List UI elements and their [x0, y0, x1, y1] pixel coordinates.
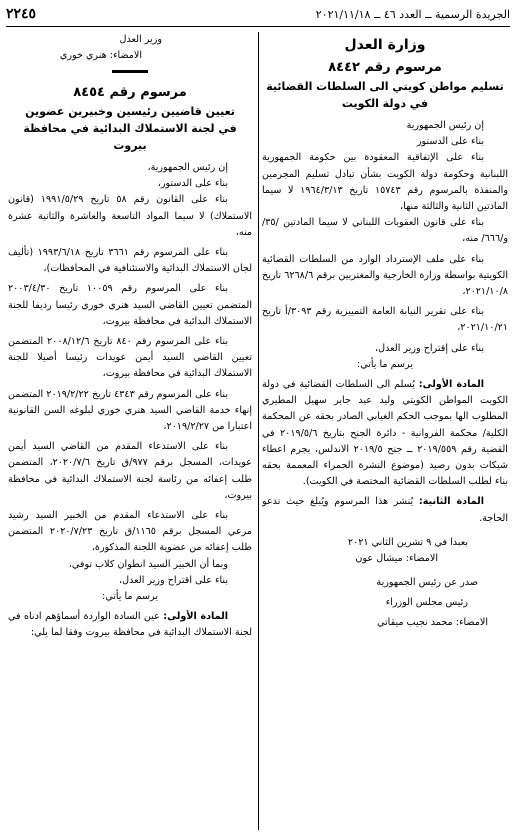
- signature-pm-name: الامضاء: محمد نجيب ميقاتي: [377, 616, 488, 628]
- paragraph: بناء على الدستور،: [157, 178, 228, 190]
- paragraph: بناء على المرسوم رقم ٤٣٤٣ تاريخ ٢٠١٩/٢/٢٢ المتضمن إنهاء خدمة القاضي السيد هنري خوري لبلوغه السن القانونية اعتبارا من ٢٠١٩/٢/٢٧،: [8, 388, 252, 433]
- ministry-heading: وزارة العدل: [344, 37, 426, 53]
- page-number: ٢٢٤٥: [6, 6, 37, 22]
- paragraph: بناء على الدستور: [416, 136, 484, 148]
- paragraph: يرسم ما يأتي:: [101, 591, 159, 603]
- signature-issued: صدر عن رئيس الجمهورية: [376, 576, 478, 588]
- separator-bar: [112, 70, 148, 73]
- decree-number: مرسوم رقم ٨٤٤٢: [328, 60, 442, 75]
- paragraph: بناء على المرسوم رقم ١٠٠٥٩ تاريخ ٢٠٠٣/٤/٣٠ المتضمن تعيين القاضي السيد هنري خوري رئيسا رديفا للجنة الاستملاك البدائية في محافظة بيروت،: [8, 283, 252, 327]
- article-2: [262, 494, 508, 526]
- article-text: يُنشر هذا المرسوم ويُبلغ حيث تدعو الحاجة.: [262, 496, 508, 524]
- paragraph: يرسم ما يأتي:: [356, 358, 414, 370]
- article-1: [8, 609, 252, 641]
- paragraph: بناء على الاستدعاء المقدم من الخبير السيد رشيد مرعي المسجل برقم ١١٦٥/ق تاريخ ٢٠٢٠/٧/٢٣ المتضمن طلب إعفائه من عضوية اللجنة المذكورة،: [8, 510, 252, 554]
- decree-title: تسليم مواطن كويتي الى السلطات القضائية: [266, 80, 504, 93]
- left-column: [8, 32, 252, 834]
- signature-pm-role: رئيس مجلس الوزراء: [385, 596, 468, 608]
- article-text: يُسلم الى السلطات القضائية في دولة الكويت المواطن الكويتي وليد عيد جابر سهيل المطيري المطلوب الها بموجب الحكم الغيابي الصادر بحقه عن المحكمة الكلية/ محكمة الفروانية - دائرة الجنح بتاريخ ٢٠١٩/٥/٦ في القضية رقم ٢٠١٩/٥٥٩ ــ جنح ٢٠١٩/٥ الاندلس، بجرم اعطاء شيكات بدون رصيد (موضوع النشرة الحمراء المعممة بحقه بناء لطلب السلطات القضائية المختصة في الكويت).: [262, 379, 508, 488]
- signature-date: بعبدا في ٩ تشرين الثاني ٢٠٢١: [347, 536, 468, 548]
- page-header: [6, 2, 510, 27]
- right-column: [262, 32, 508, 834]
- paragraph: بناء على الاستدعاء المقدم من القاضي السيد أيمن عويدات، المسجل برقم ٩٧٧/ق تاريخ ٢٠٢٠/٧/٦، المتضمن طلب إعفائه من رئاسة لجنة الاستملاك البدائية في محافظة بيروت،: [8, 441, 252, 501]
- paragraph: بناء على اقتراح وزير العدل،: [119, 574, 228, 586]
- decree-number: مرسوم رقم ٨٤٥٤: [73, 85, 187, 100]
- column-divider: [258, 32, 259, 830]
- article-text: عين السادة الواردة أسماؤهم ادناه في لجنة الاستملاك البدائية في محافظة بيروت وفقا لما يلي:: [8, 611, 252, 639]
- decree-title: في لجنة الاستملاك البدائية في محافظة بيروت: [23, 122, 237, 152]
- gazette-title: الجريدة الرسمية ــ العدد ٤٦ ــ ٢٠٢١/١١/١٨: [315, 7, 510, 21]
- paragraph: بناء على إقتراح وزير العدل،: [375, 342, 484, 354]
- paragraph: بناء على القانون رقم ٥٨ تاريخ ١٩٩١/٥/٢٩ (قانون الاستملاك) لا سيما المواد التاسعة والعاشرة والثانية عشرة منه،: [8, 194, 252, 238]
- paragraph: إن رئيس الجمهورية،: [147, 162, 228, 173]
- article-label: المادة الأولى:: [163, 611, 228, 623]
- signature-president: الامضاء: ميشال عون: [355, 552, 438, 564]
- article-1: [262, 377, 508, 490]
- paragraph: بناء على ملف الإسترداد الوارد من السلطات القضائية الكويتية بواسطة وزارة الخارجية والمغتربين برقم ٦٢٦٨/٦ تاريخ ٢٠٢١/١٠/٨،: [262, 253, 508, 298]
- paragraph: بناء على المرسوم رقم ٨٤٠ تاريخ ٢٠٠٨/١٢/٦ المتضمن تعيين القاضي السيد أيمن عويدات رئيسا أصيلا للجنة الاستملاك البدائية في محافظة بيروت،: [8, 336, 252, 380]
- paragraph: بناء على قانون العقوبات اللبناني لا سيما المادتين /٣٥/ و/٦٦٦/ منه،: [262, 217, 508, 245]
- minister-role: وزير العدل: [119, 34, 162, 45]
- decree-title: تعيين قاضيين رئيسين وخبيرين عضوين: [25, 105, 235, 118]
- paragraph: بناء على الإتفاقية المعقودة بين حكومة الجمهورية اللبنانية وحكومة دولة الكويت بشأن تبادل تسليم المجرمين والمنفذة بالمرسوم رقم ١٥٧٤٣ تاريخ ١٩٦٤/٣/١٣ لا سيما المادتين الثانية والثالثة منها،: [262, 152, 508, 213]
- paragraph: بناء على تقرير النيابة العامة التمييزية رقم ٣٠٩٣/أ تاريخ ٢٠٢١/١٠/٢١،: [262, 306, 508, 334]
- minister-signature: الامضاء: هنري خوري: [59, 50, 142, 61]
- article-label: المادة الثانية:: [418, 496, 484, 508]
- paragraph: وبما أن الخبير السيد انطوان كلاب توفي،: [68, 558, 228, 570]
- paragraph: بناء على المرسوم رقم ٣٦٦١ تاريخ ١٩٩٣/٦/١٨ (تأليف لجان الاستملاك البدائية والاستئنافية في المحافظات)،: [8, 247, 252, 275]
- decree-title: في دولة الكويت: [341, 97, 429, 110]
- paragraph: إن رئيس الجمهورية: [406, 120, 484, 131]
- article-label: المادة الأولى:: [418, 379, 484, 391]
